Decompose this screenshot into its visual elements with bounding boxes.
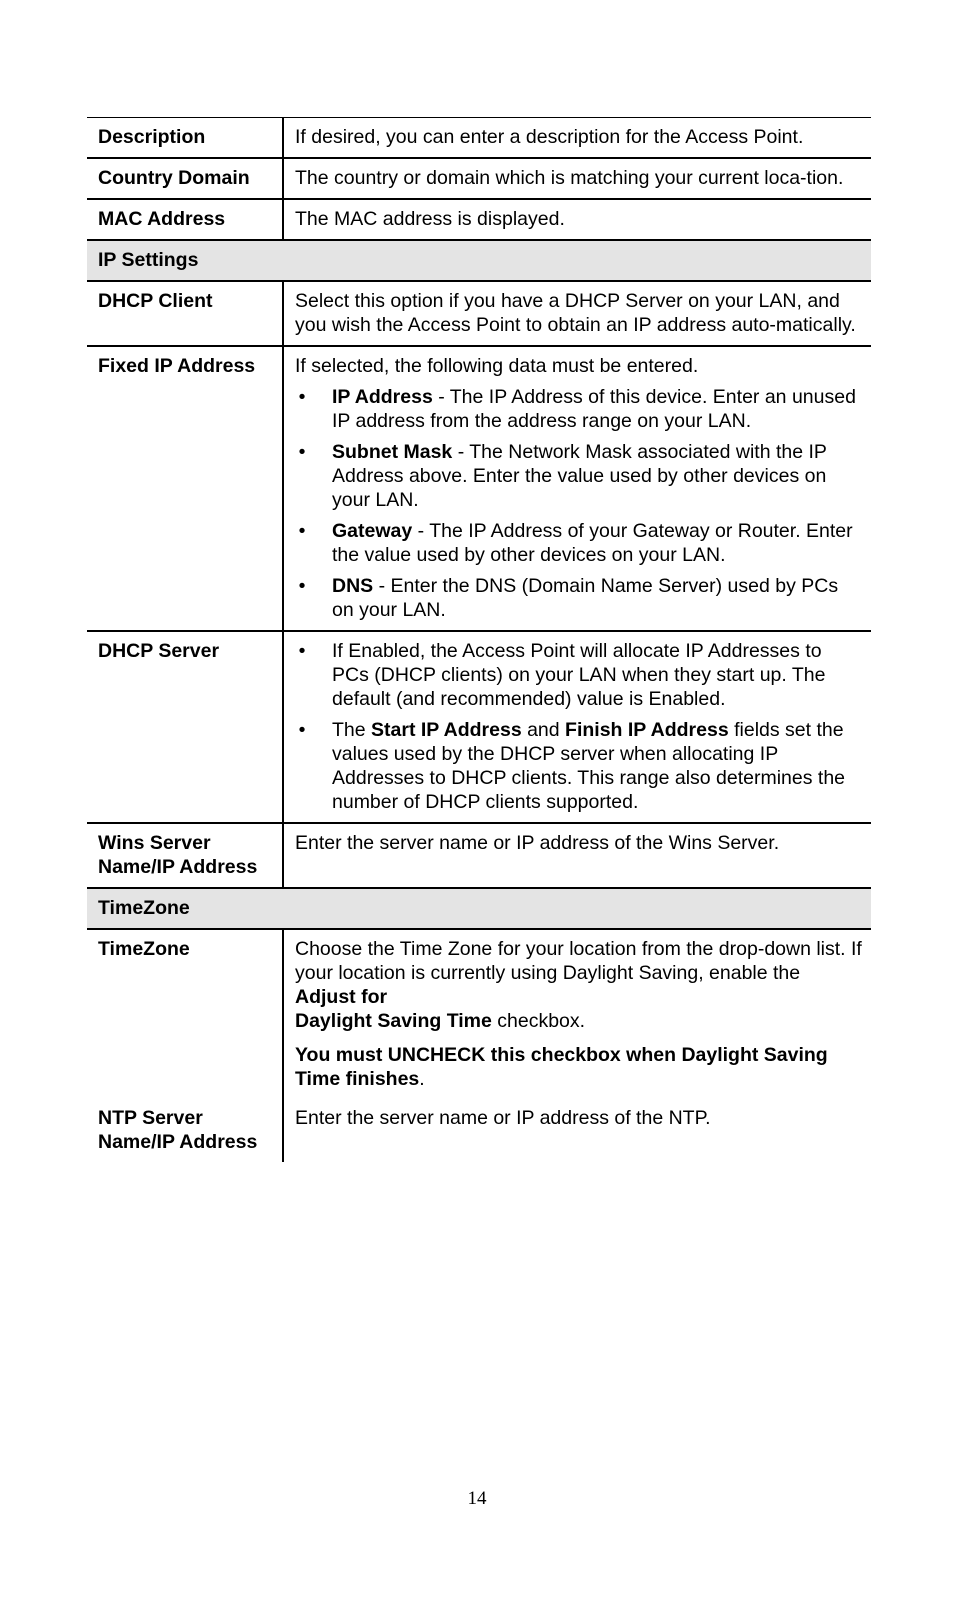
term-description: - The IP Address of this device. Enter an unused IP address from the address range on your LAN. bbox=[332, 386, 856, 432]
row-label bbox=[87, 1099, 283, 1162]
label-line: Name/IP Address bbox=[98, 1131, 258, 1153]
term-description: - Enter the DNS (Domain Name Server) used by PCs on your LAN. bbox=[332, 575, 839, 621]
label-line: Name/IP Address bbox=[98, 856, 258, 878]
list-item bbox=[295, 385, 863, 433]
dhcp-server-list bbox=[295, 639, 863, 814]
section-header-row bbox=[87, 888, 871, 929]
text: Choose the Time Zone for your location from the drop-down list. If your location is currently using Daylight Saving, enable the bbox=[295, 938, 862, 984]
list-item bbox=[295, 519, 863, 567]
warning-text: You must UNCHECK this checkbox when Daylight Saving Time finishes bbox=[295, 1044, 828, 1090]
row-label: Country Domain bbox=[87, 158, 283, 199]
table-row bbox=[87, 929, 871, 1099]
fixed-ip-list bbox=[295, 385, 863, 622]
start-ip-term: Start IP Address bbox=[371, 719, 522, 741]
item-text: If Enabled, the Access Point will allocate IP Addresses to PCs (DHCP clients) on your LAN when they start up. The default (and recommended) value is Enabled. bbox=[332, 640, 826, 710]
table-row bbox=[87, 158, 871, 199]
bullet-icon: • bbox=[298, 575, 306, 597]
table-row bbox=[87, 281, 871, 346]
row-description: If desired, you can enter a description for the Access Point. bbox=[283, 118, 871, 159]
row-label bbox=[87, 823, 283, 888]
row-description: Enter the server name or IP address of the NTP. bbox=[295, 1107, 711, 1129]
term-description: - The Network Mask associated with the IP Address above. Enter the value used by other devices on your LAN. bbox=[332, 441, 827, 511]
text: checkbox. bbox=[491, 1010, 586, 1032]
timezone-warning bbox=[295, 1043, 863, 1091]
item-text: and bbox=[521, 719, 566, 741]
item-text: fields set the values used by the DHCP server when allocating IP Addresses to DHCP clients. This range also determines the number of DHCP clients supported. bbox=[332, 719, 846, 813]
term: DNS bbox=[332, 575, 374, 597]
finish-ip-term: Finish IP Address bbox=[565, 719, 729, 741]
list-item bbox=[295, 639, 863, 711]
daylight-saving-term: Daylight Saving Time bbox=[295, 1010, 492, 1032]
bullet-icon: • bbox=[298, 640, 306, 662]
row-description: Enter the server name or IP address of the Wins Server. bbox=[283, 823, 871, 888]
table-row bbox=[87, 118, 871, 159]
table-row bbox=[87, 631, 871, 823]
row-description bbox=[283, 631, 871, 823]
bullet-icon: • bbox=[298, 719, 306, 741]
row-label: Description bbox=[87, 118, 283, 159]
term: Gateway bbox=[332, 520, 413, 542]
row-description: The country or domain which is matching your current loca-tion. bbox=[283, 158, 871, 199]
section-title: TimeZone bbox=[87, 888, 871, 929]
row-label: TimeZone bbox=[87, 929, 283, 1099]
row-description bbox=[283, 929, 871, 1099]
row-label: MAC Address bbox=[87, 199, 283, 240]
adjust-for-term: Adjust for bbox=[295, 986, 388, 1008]
settings-table bbox=[87, 117, 871, 1162]
page-number: 14 bbox=[467, 1488, 487, 1509]
bullet-icon: • bbox=[298, 386, 306, 408]
row-description bbox=[283, 346, 871, 631]
row-description: The MAC address is displayed. bbox=[283, 199, 871, 240]
table-row bbox=[87, 1099, 871, 1162]
timezone-text bbox=[295, 937, 863, 1033]
table-row bbox=[87, 823, 871, 888]
label-line: Wins Server bbox=[98, 832, 211, 854]
item-text: The bbox=[332, 719, 372, 741]
label-line: NTP Server bbox=[98, 1107, 203, 1129]
term: Subnet Mask bbox=[332, 441, 453, 463]
row-label: DHCP Server bbox=[87, 631, 283, 823]
section-header-row bbox=[87, 240, 871, 281]
bullet-icon: • bbox=[298, 441, 306, 463]
list-item bbox=[295, 440, 863, 512]
section-title: IP Settings bbox=[87, 240, 871, 281]
table-row bbox=[87, 199, 871, 240]
table-row bbox=[87, 346, 871, 631]
row-description: Select this option if you have a DHCP Server on your LAN, and you wish the Access Point to obtain an IP address auto-matically. bbox=[283, 281, 871, 346]
term: IP Address bbox=[332, 386, 433, 408]
list-item bbox=[295, 574, 863, 622]
row-label: Fixed IP Address bbox=[87, 346, 283, 631]
fixed-ip-intro: If selected, the following data must be entered. bbox=[295, 355, 699, 377]
list-item bbox=[295, 718, 863, 814]
bullet-icon: • bbox=[298, 520, 306, 542]
row-label: DHCP Client bbox=[87, 281, 283, 346]
text: . bbox=[419, 1068, 425, 1090]
term-description: - The IP Address of your Gateway or Router. Enter the value used by other devices on your LAN. bbox=[332, 520, 853, 566]
